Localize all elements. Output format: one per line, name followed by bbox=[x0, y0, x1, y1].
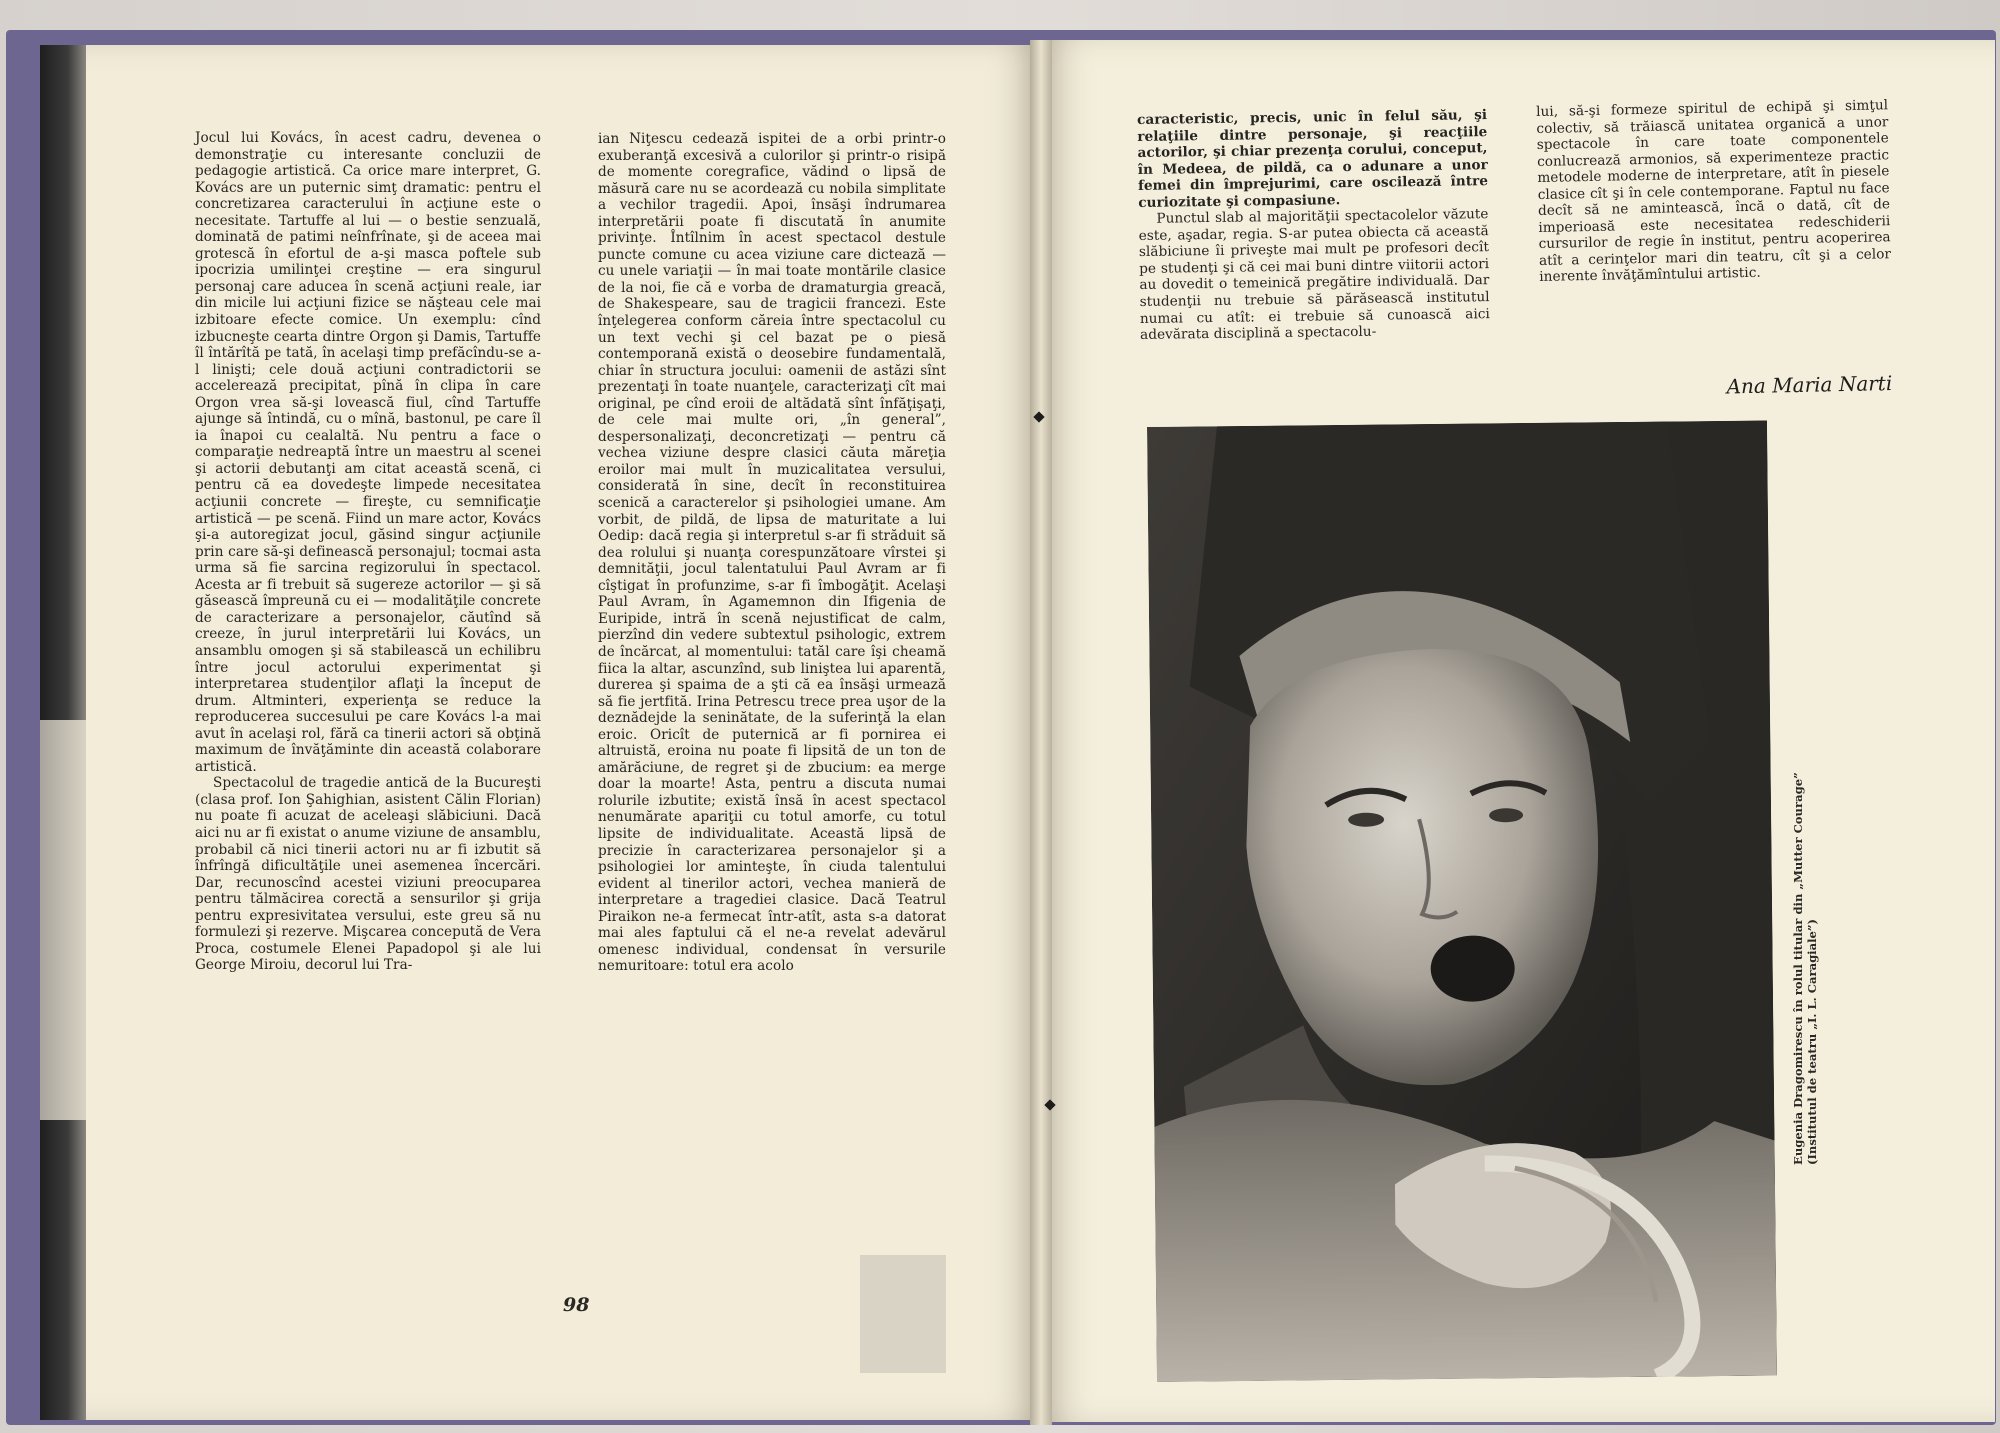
paragraph: caracteristic, precis, unic în felul său, şi relaţiile dintre personaje, şi reacţiile actorilor, şi chiar prezenţa corului, conceput, în Medeea, de pildă, ca o adunare a unor femei din împrejurimi, care oscilează între curiozitate şi compasiune. bbox=[1137, 107, 1489, 211]
paragraph: ian Niţescu cedează ispitei de a orbi printr-o exuberanţă excesivă a culorilor şi printr-o risipă de momente coregrafice, vădind o lipsă de măsură care nu se acordează cu nobila simplitate a vechilor tragedii. Apoi, însăşi îndrumarea interpretării poate fi discutată în anumite privinţe. Întîlnim în acest spectacol destule puncte comune cu acea viziune care dictează — cu unele variaţii — în mai toate montările clasice de la noi, fie că e vorba de dramaturgia greacă, de Shakespeare, sau de tragicii francezi. Este înţelegerea conform căreia între spectacolul cu un text vechi şi cel bazat pe o piesă contemporană există o deosebire fundamentală, chiar în structura jocului: oamenii de astăzi sînt prezentaţi în toate nuanţele, caracterizaţi cît mai original, pe cînd eroii de altădată sînt înfăţişaţi, de cele mai multe ori, „în general”, despersonalizaţi, deconcretizaţi — pentru că vechea viziune despre clasici căuta măreţia eroilor mai mult în muzicalitatea versului, considerată în sine, decît în reconstituirea scenică a caracterelor şi psihologiei umane. Am vorbit, de pildă, de lipsa de maturitate a lui Oedip: dacă regia şi interpretul s-ar fi străduit să dea rolului şi nuanţa corespunzătoare vîrstei şi demnităţii, jocul talentatului Paul Avram ar fi cîştigat în profunzime, s-ar fi îmbogăţit. Acelaşi Paul Avram, în Agamemnon din Ifigenia de Euripide, intră în scenă nejustificat de calm, pierzînd din vedere subtextul psihologic, extrem de încărcat, al momentului: tatăl care îşi cheamă fiica la altar, ascunzînd, sub liniştea lui aparentă, durerea şi spaima de a şti că ea însăşi urmează să fie jertfită. Irina Petrescu trece prea uşor de la deznădejde la seninătate, de la suferinţă la elan eroic. Oricît de puternică ar fi pornirea ei altruistă, eroina nu poate fi lipsită de un ton de amărăciune, de regret şi de zbucium: ea merge doar la moarte! Asta, pentru a discuta numai rolurile izbutite; există însă în acest spectacol nenumărate apariţii cu totul amorfe, cu totul lipsite de individualitate. Această lipsă de precizie în caracterizarea personajelor şi a psihologiei lor aminteşte, în ciuda talentului evident al tinerilor actori, vechea manieră de interpretare a tragediei clasice. Dacă Teatrul Piraikon ne-a fermecat într-atît, asta s-a datorat mai ales faptului că el ne-a revelat adevărul omenesc individual, condensat în versurile nemuritoare: totul era acolo bbox=[598, 131, 946, 975]
text-column-4 bbox=[1536, 97, 1891, 286]
paragraph: Punctul slab al majorităţii spectacolelor văzute este, aşadar, regia. S-ar putea obiecta că această slăbiciune îi priveşte mai mult pe profesori decît pe studenţi şi că cei mai buni dintre viitorii actori au dovedit o temeinică pregătire individuală. Dar studenţii nu trebuie să părăsească institutul numai cu atît: ei trebuie să cunoască aici adevărata disciplină a spectacolu- bbox=[1138, 206, 1490, 344]
author-signature: Ana Maria Narti bbox=[1726, 371, 1893, 399]
left-page-photo-strip-light bbox=[40, 720, 86, 1120]
book-gutter bbox=[1030, 40, 1052, 1425]
actress-photo bbox=[1147, 421, 1777, 1382]
photo-caption-line: (Institutul de teatru „I. L. Caragiale”) bbox=[1805, 918, 1819, 1165]
faded-sticker bbox=[860, 1255, 946, 1373]
actress-photo-image bbox=[1147, 421, 1777, 1382]
text-column-3 bbox=[1137, 107, 1490, 344]
photo-caption bbox=[1791, 755, 1819, 1165]
paragraph: Spectacolul de tragedie antică de la Bucureşti (clasa prof. Ion Şahighian, asistent Călin Florian) nu poate fi acuzat de aceleaşi slăbiciuni. Dacă aici nu ar fi existat o anume viziune de ansamblu, probabil că nici tinerii actori nu ar fi izbutit să înfrîngă dificultăţile unei asemenea încercări. Dar, recunoscînd acestei viziuni preocuparea pentru tălmăcirea corectă a sensurilor şi grija pentru expresivitatea versului, este greu să nu formulezi şi rezerve. Mişcarea concepută de Vera Proca, costumele Elenei Papadopol şi ale lui George Miroiu, decorul lui Tra- bbox=[195, 775, 541, 974]
paragraph: Jocul lui Kovács, în acest cadru, devenea o demonstraţie cu interesante concluzii de pedagogie artistică. Ca orice mare interpret, G. Kovács are un puternic simţ dramatic: pentru el concretizarea caracterului în acţiune este o necesitate. Tartuffe al lui — o bestie senzuală, dominată de patimi neînfrînate, şi de aceea mai grotescă în efortul de a-şi masca poftele sub ipocrizia umilinţei creştine — era singurul personaj care aducea în scenă acţiuni reale, iar din micile lui acţiuni fizice se năşteau cele mai izbitoare efecte comice. Un exemplu: cînd izbucneşte cearta dintre Orgon şi Damis, Tartuffe îl întărîtă pe tată, în acelaşi timp prefăcîndu-se a-l linişti; cele două acţiuni contradictorii se accelerează precipitat, pînă în clipa în care Orgon vrea să-şi lovească fiul, cînd Tartuffe ajunge să întindă, cu o mînă, bastonul, pe care îl ia înapoi cu cealaltă. Nu pentru a face o comparaţie nedreaptă între un maestru al scenei şi actorii debutanţi am citat această scenă, ci pentru că ea dovedeşte limpede necesitatea acţiunii concrete — fireşte, cu semnificaţie artistică — pe scenă. Fiind un mare actor, Kovács şi-a autoregizat jocul, găsind singur acţiunile prin care să-şi definească personajul; tocmai asta urma să fie sarcina regizorului în spectacol. Acesta ar fi trebuit să sugereze actorilor — şi să găsească împreună cu ei — modalităţile concrete de caracterizare a personajelor, căutînd să creeze, în jurul interpretării lui Kovács, un ansamblu omogen şi să stabilească un echilibru între jocul actorului experimentat şi interpretarea studenţilor aflaţi la început de drum. Altminteri, experienţa se reduce la reproducerea succesului pe care Kovács l-a mai avut în acelaşi rol, fără ca tinerii actori să obţină maximum de învăţăminte din această colaborare artistică. bbox=[195, 130, 541, 775]
photo-caption-line: Eugenia Dragomirescu în rolul titular din „Mutter Courage” bbox=[1791, 772, 1805, 1165]
text-column-1 bbox=[195, 130, 541, 974]
text-column-2 bbox=[598, 131, 946, 975]
paragraph: lui, să-şi formeze spiritul de echipă şi simţul colectiv, să trăiască unitatea organică a unor spectacole în care toate componentele conlucrează armonios, să experimenteze practic metodele moderne de interpretare, atît în piesele clasice cît şi în cele contemporane. Faptul nu face decît să ne amintească, încă o dată, cît de imperioasă este necesitatea redeschiderii cursurilor de regie în institut, pentru acoperirea atît a cerinţelor mari din teatru, cît şi a celor inerente învăţămîntului artistic. bbox=[1536, 97, 1892, 286]
page-number: 98 bbox=[563, 1294, 590, 1316]
